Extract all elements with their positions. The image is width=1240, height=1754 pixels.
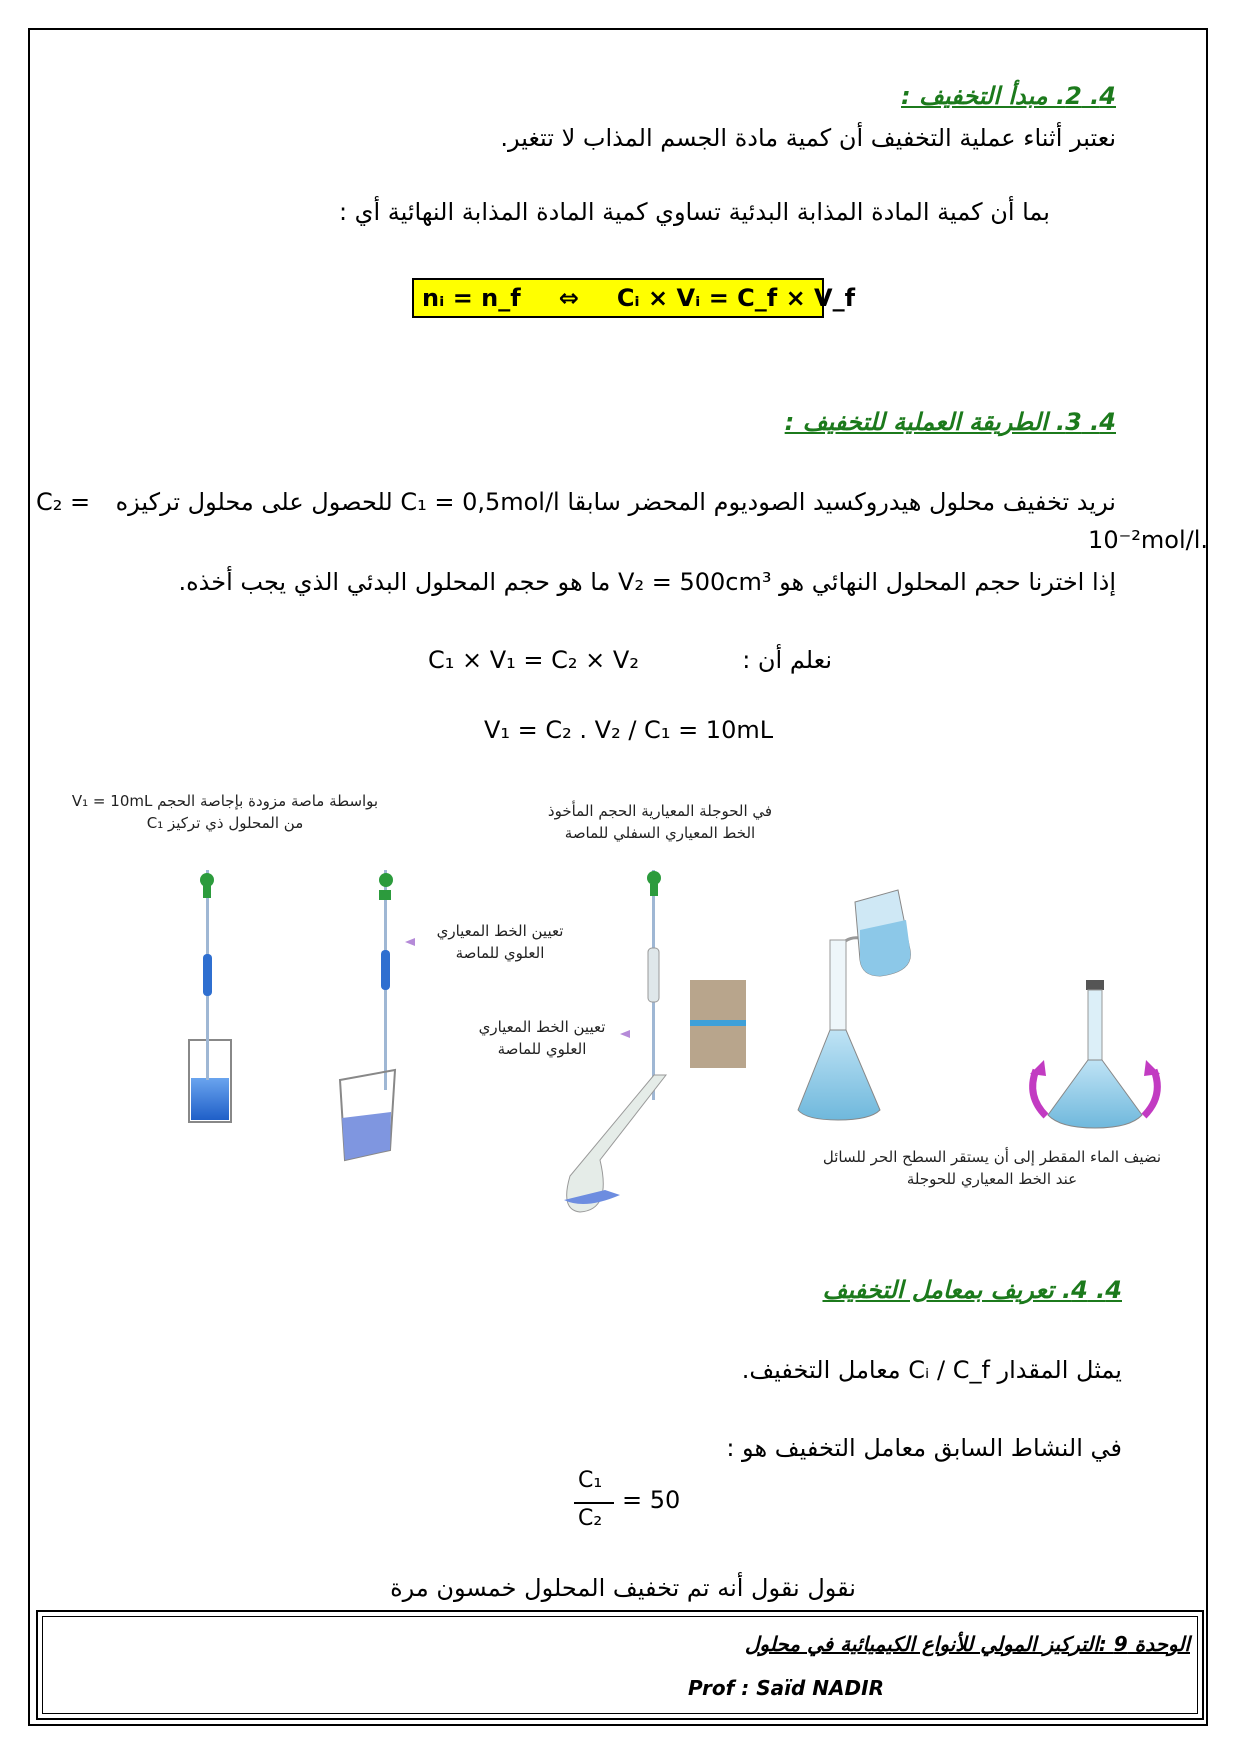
label-add-water: نضيف الماء المقطر إلى أن يستقر السطح الحر للسائل عند الخط المعياري للحوجلة bbox=[822, 1148, 1162, 1188]
section-4-conclusion: نقول نقول أنه تم تخفيف المحلول خمسون مرة bbox=[390, 1574, 856, 1602]
section-4-line-2: في النشاط السابق معامل التخفيف هو : bbox=[726, 1434, 1122, 1462]
dilution-factor-fraction bbox=[570, 1468, 720, 1538]
section-3-title: 4. 3. الطريقة العملية للتخفيف : bbox=[784, 408, 1116, 436]
footer-box bbox=[36, 1610, 1204, 1720]
formula-left: nᵢ = n_f bbox=[422, 284, 521, 312]
pipette-tilted-beaker bbox=[340, 870, 415, 1160]
known-label: نعلم أن : bbox=[742, 646, 832, 674]
label-flask: في الحوجلة المعيارية الحجم المأخوذ الخط المعياري السفلي للماصة bbox=[547, 802, 773, 842]
section-4-line-1: يمثل المقدار Cᵢ / C_f معامل التخفيف. bbox=[741, 1356, 1122, 1384]
fraction-value: = 50 bbox=[622, 1486, 681, 1514]
section-3-line-1-end: C₂ = bbox=[36, 488, 91, 516]
section-4-title: 4. 4. تعريف بمعامل التخفيف bbox=[822, 1276, 1122, 1304]
fraction-denominator: C₂ bbox=[578, 1506, 603, 1531]
result-formula: V₁ = C₂ . V₂ / C₁ = 10mL bbox=[484, 716, 774, 744]
pipette-into-flask bbox=[564, 870, 746, 1212]
formula-arrow: ⇔ bbox=[558, 284, 579, 312]
fraction-numerator: C₁ bbox=[578, 1468, 603, 1493]
formula-right: Cᵢ × Vᵢ = C_f × V_f bbox=[616, 284, 856, 312]
section-3-line-3: إذا اخترنا حجم المحلول النهائي هو V₂ = 500cm³ ما هو حجم المحلول البدئي الذي يجب أخذه. bbox=[178, 568, 1116, 596]
fraction-bar bbox=[574, 1502, 614, 1504]
footer-unit: الوحدة 9 :التركيز المولي للأنواع الكيميائية في محلول bbox=[744, 1632, 1190, 1656]
section-2-line-2: بما أن كمية المادة المذابة البدئية تساوي كمية المادة المذابة النهائية أي : bbox=[338, 198, 1050, 226]
section-2-line-1: نعتبر أثناء عملية التخفيف أن كمية مادة الجسم المذاب لا تتغير. bbox=[500, 124, 1116, 152]
dilution-procedure-illustration bbox=[0, 860, 1240, 1220]
known-formula: C₁ × V₁ = C₂ × V₂ bbox=[428, 646, 639, 674]
label-upper-mark-1: تعيين الخط المعياري العلوي للماصة bbox=[436, 922, 564, 962]
section-3-line-1: نريد تخفيف محلول هيدروكسيد الصوديوم المحضر سابقا C₁ = 0,5mol/l للحصول على محلول تركيزه bbox=[115, 488, 1116, 516]
label-upper-mark-2: تعيين الخط المعياري العلوي للماصة bbox=[478, 1018, 606, 1058]
dilution-formula-box bbox=[412, 278, 856, 318]
section-3-line-2: .10⁻²mol/l bbox=[1088, 526, 1208, 554]
swirling-flask bbox=[1030, 980, 1160, 1128]
pipette-in-beaker bbox=[189, 870, 231, 1122]
wash-bottle-and-flask bbox=[798, 890, 910, 1120]
label-pipette: بواسطة ماصة مزودة بإجاصة الحجم V₁ = 10mL من المحلول ذي تركيز C₁ bbox=[71, 792, 379, 832]
footer-author: Prof : Saïd NADIR bbox=[688, 1676, 884, 1700]
section-2-title: 4. 2. مبدأ التخفيف : bbox=[901, 82, 1116, 110]
